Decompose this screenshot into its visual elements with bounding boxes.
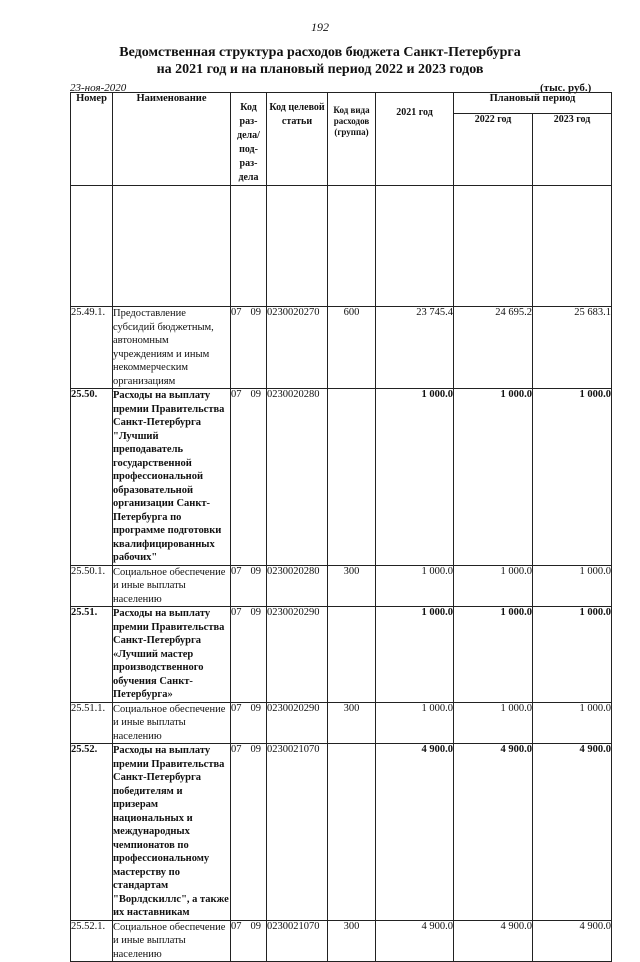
row-expense-type [328,607,376,703]
header-year-2023: 2023 год [533,114,612,186]
units-label: (тыс. руб.) [540,82,592,94]
row-amount-2023: 4 900.0 [533,744,612,921]
title-line-2: на 2021 год и на плановый период 2022 и 2023 годов [156,62,484,77]
row-expense-type: 300 [328,702,376,744]
row-target-code: 0230020280 [267,389,328,566]
header-expense-type: Код вида расходов (группа) [328,93,376,186]
row-target-code: 0230021070 [267,920,328,962]
table-row [71,702,612,744]
row-number: 25.50. [71,389,113,566]
subsection-code: 09 [250,565,261,577]
header-number: Номер [71,93,113,186]
section-code: 07 [231,307,242,318]
row-amount-2022: 24 695.2 [454,307,533,389]
document-title [0,44,640,78]
subsection-code: 09 [250,307,261,318]
subsection-code: 09 [250,607,261,618]
row-amount-2023: 1 000.0 [533,389,612,566]
section-code: 07 [231,607,242,618]
subsection-code: 09 [250,702,261,714]
row-expense-type [328,744,376,921]
title-line-1: Ведомственная структура расходов бюджета Санкт-Петербурга [119,45,521,60]
row-name: Социальное обеспечение и иные выплаты населению [113,565,231,607]
header-section-code: Код раз-дела/ под-раз-дела [231,93,267,186]
document-date: 23-ноя-2020 [70,82,127,94]
row-target-code: 0230020290 [267,607,328,703]
row-amount-2023: 1 000.0 [533,607,612,703]
table-row [71,307,612,389]
row-target-code: 0230020280 [267,565,328,607]
row-amount-2021: 1 000.0 [376,565,454,607]
row-amount-2023: 25 683.1 [533,307,612,389]
row-section-code [231,920,267,962]
row-name: Социальное обеспечение и иные выплаты населению [113,702,231,744]
row-section-code [231,702,267,744]
table-row [71,607,612,703]
subsection-code: 09 [250,744,261,755]
row-section-code [231,389,267,566]
row-number: 25.49.1. [71,307,113,389]
row-number: 25.52. [71,744,113,921]
row-amount-2022: 1 000.0 [454,565,533,607]
table-row [71,920,612,962]
header-planned-period: Плановый период [454,93,612,114]
header-spacer-row [71,186,612,307]
header-target-code: Код целевой статьи [267,93,328,186]
subsection-code: 09 [250,389,261,400]
row-section-code [231,307,267,389]
table-row [71,565,612,607]
row-expense-type: 300 [328,920,376,962]
row-number: 25.50.1. [71,565,113,607]
row-amount-2022: 4 900.0 [454,744,533,921]
header-year-2021: 2021 год [376,93,454,186]
table-row [71,744,612,921]
header-name: Наименование [113,93,231,186]
row-amount-2021: 4 900.0 [376,744,454,921]
budget-table [70,92,612,962]
row-amount-2022: 1 000.0 [454,607,533,703]
row-section-code [231,744,267,921]
row-section-code [231,565,267,607]
row-target-code: 0230021070 [267,744,328,921]
row-amount-2022: 1 000.0 [454,702,533,744]
row-section-code [231,607,267,703]
row-expense-type [328,389,376,566]
row-amount-2021: 1 000.0 [376,389,454,566]
row-number: 25.51. [71,607,113,703]
row-amount-2021: 23 745.4 [376,307,454,389]
row-amount-2023: 1 000.0 [533,702,612,744]
subsection-code: 09 [250,920,261,932]
row-expense-type: 300 [328,565,376,607]
row-expense-type: 600 [328,307,376,389]
section-code: 07 [231,920,242,932]
row-number: 25.51.1. [71,702,113,744]
section-code: 07 [231,389,242,400]
table-row [71,389,612,566]
section-code: 07 [231,744,242,755]
row-amount-2023: 4 900.0 [533,920,612,962]
row-name: Предоставление субсидий бюджетным, автономным учреждениям и иным некоммерческим организациям [113,307,231,389]
row-amount-2023: 1 000.0 [533,565,612,607]
row-amount-2021: 1 000.0 [376,702,454,744]
row-number: 25.52.1. [71,920,113,962]
row-target-code: 0230020270 [267,307,328,389]
row-name: Расходы на выплату премии Правительства Санкт-Петербурга "Лучший преподаватель государственной профессиональной образовательной организации Санкт-Петербурга по программе подготовки квалифицированных рабочих" [113,389,231,566]
row-amount-2022: 4 900.0 [454,920,533,962]
row-name: Социальное обеспечение и иные выплаты населению [113,920,231,962]
row-name: Расходы на выплату премии Правительства Санкт-Петербурга «Лучший мастер производственного обучения Санкт-Петербурга» [113,607,231,703]
header-row-1 [71,93,612,114]
row-amount-2022: 1 000.0 [454,389,533,566]
header-year-2022: 2022 год [454,114,533,186]
row-target-code: 0230020290 [267,702,328,744]
section-code: 07 [231,702,242,714]
row-amount-2021: 4 900.0 [376,920,454,962]
page-number: 192 [311,20,329,34]
row-name: Расходы на выплату премии Правительства Санкт-Петербурга победителям и призерам национальных и международных чемпионатов по профессиональному мастерству по стандартам "Ворлдскиллс", а также их наставникам [113,745,229,918]
section-code: 07 [231,565,242,577]
row-amount-2021: 1 000.0 [376,607,454,703]
